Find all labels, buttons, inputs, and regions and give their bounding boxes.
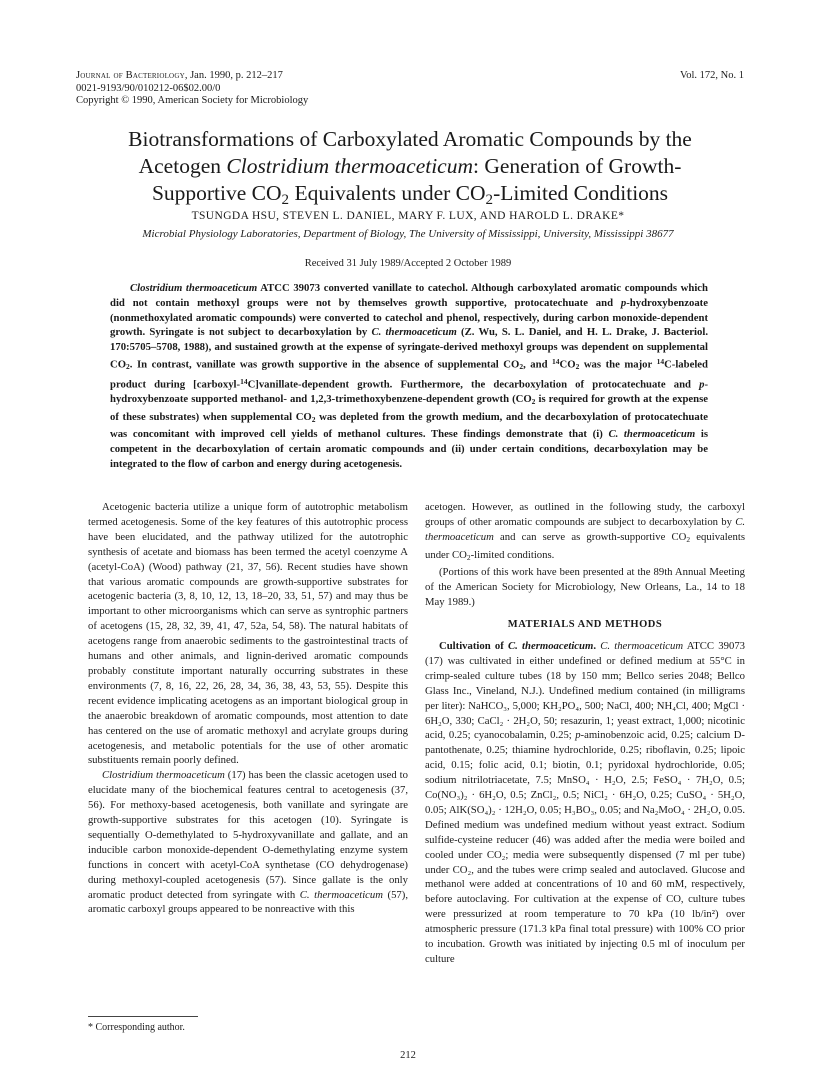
organism-name: Clostridium thermoaceticum xyxy=(102,769,225,782)
abstract-text: (Z. Wu, S. L. Daniel, and H. L. Drake, J. Bacteriol. 170:5705–5708, 1988), and sustained growth at the expense of syringate-derived methoxyl groups was dependent on supplemental CO xyxy=(110,326,708,371)
subscript: 2 xyxy=(311,414,316,424)
body-text: (17) has been the classic acetogen used to elucidate many of the biochemical features central to acetogenesis (37, 56). For methoxy-based acetogenesis, both vanillate and syringate are growth-supportive substrates for this acetogen (10). Syringate is sequentially O-demethylated to 5-hydroxyvanillate and gallate, and an inducible carbon monoxide-dependent O-demethylating enzyme system functions in concert with acetyl-CoA synthetase (CO dehydrogenase) during methoxyl-coupled acetogenesis (57). Since gallate is the only aromatic product detected from syringate with xyxy=(88,769,408,901)
italic-prefix: p xyxy=(620,296,627,309)
abstract-text: ATCC 39073 converted vanillate to catechol. Although carboxylated aromatic compounds which did not contain methoxyl groups were not by themselves growth supportive, protocatechuate and xyxy=(110,282,708,309)
journal-name: Journal of Bacteriology xyxy=(76,70,185,81)
runin-text: . xyxy=(593,639,601,652)
abstract-text: is competent in the decarboxylation of certain aromatic compounds and (ii) under certain conditions, decarboxylation may be integrated to the flow of carbon and energy during acetogenesis. xyxy=(110,428,708,471)
copyright-line: Copyright © 1990, American Society for Microbiology xyxy=(76,95,309,106)
journal-header xyxy=(76,70,308,108)
body-text: ATCC 39073 (17) was cultivated in either undefined or defined medium at 55°C in crimp-sealed culture tubes (18 by 150 mm; Bellco series 2048; Bellco Glass Inc., Vineland, N.J.). Undefined medium contained (in milligrams per liter): NaHCO₃, 5,000; KH₂PO₄, 500; NaCl, 400; NH₄Cl, 400; MgCl · 6H₂O, 330; CaCl₂ · 2H₂O, 50; resazurin, 1; yeast extract, 1,000; nicotinic acid, 0.25; cyanocobalamin, 0.25; xyxy=(425,639,746,742)
intro-paragraph-1: Acetogenic bacteria utilize a unique form of autotrophic metabolism termed acetogenesis. Some of the key features of this autotrophic process have been elucidated, and the pathway utilized for the autotrophic synthesis of acetate and biomass has been termed the acetyl coenzyme A (acetyl-CoA) (Wood) pathway (21, 37, 56). Recent studies have shown that various aromatic compounds are growth-supportive substrates for acetogenic bacteria (3, 8, 10, 12, 13, 18–20, 33, 51, 57) and may thus be important to other microorganisms which can serve as syntrophic partners of acetogens (15, 28, 32, 39, 41, 47, 52a, 54, 58). The natural habitats of acetogens range from anaerobic sediments to the gastrointestinal tracts of humans and other animals, and lignin-derived aromatic compounds probably constitute important naturally occurring substrates in these environments (7, 8, 16, 22, 26, 28, 34, 36, 38, 43, 53, 55). Despite this recent evidence implicating acetogens as an important biological group in the anaerobic breakdown of aromatic compounds, most attention to date has centered on the use of aromatic methoxyl and acrylate groups during acetogenesis, and metabolic potentials for the use of other aromatic substituents remain poorly defined. xyxy=(88,501,408,767)
organism-name: C. thermoaceticum xyxy=(608,428,696,441)
body-text: -limited conditions. xyxy=(470,548,555,561)
body-text: -aminobenzoic acid, 0.25; calcium xyxy=(580,729,734,742)
organism-name: C. thermoaceticum xyxy=(371,326,457,339)
title-fragment: -Limited Conditions xyxy=(493,181,669,205)
affiliation: Microbial Physiology Laboratories, Department of Biology, The University of Mississippi, University, Mississippi 38677 xyxy=(142,228,674,240)
section-heading: MATERIALS AND METHODS xyxy=(507,619,663,631)
organism-name: C. thermoaceticum xyxy=(425,515,745,543)
title-fragment: Equivalents under CO xyxy=(289,181,486,205)
volume-info: Vol. 172, No. 1 xyxy=(680,70,744,81)
footnote-divider xyxy=(88,1016,198,1017)
title-fragment: : Generation of Growth- xyxy=(473,154,682,178)
abstract-text: -hydroxybenzoate (nonmethoxylated aromatic compounds) were converted to catechol and phenol, respectively, during carbon monoxide-dependent growth. Syringate is not subject to decarboxylation by xyxy=(110,296,708,339)
abstract-text: C-labeled product during [carboxyl- xyxy=(110,358,708,391)
left-column xyxy=(88,500,408,917)
superscript: 14 xyxy=(552,356,560,366)
small-caps-prefix: D xyxy=(733,729,742,742)
title-line-1: Biotransformations of Carboxylated Aromatic Compounds by the xyxy=(128,127,692,151)
presentation-note: (Portions of this work have been presented at the 89th Annual Meeting of the American Society for Microbiology, New Orleans, La., 14 to 18 May 1989.) xyxy=(425,566,745,609)
subscript: 2 xyxy=(281,191,290,208)
methods-paragraph xyxy=(425,639,745,967)
organism-name: C. thermoaceticum xyxy=(508,639,594,652)
abstract-text: was depleted from the growth medium, and the decarboxylation of protocatechuate was concomitant with improved cell yields of methanol cultures. These findings demonstrate that (i) xyxy=(110,410,708,441)
subscript: 2 xyxy=(466,552,471,562)
intro-paragraph-3 xyxy=(425,500,745,565)
right-column xyxy=(425,500,745,967)
organism-name: C. thermoaceticum xyxy=(299,888,383,901)
superscript: 14 xyxy=(656,356,665,366)
title-fragment: Acetogen xyxy=(138,154,227,178)
title-organism: Clostridium thermoaceticum xyxy=(226,154,474,178)
subscript: 2 xyxy=(485,191,494,208)
organism-name: C. thermoaceticum xyxy=(600,639,684,652)
abstract-text: . In contrast, vanillate was growth supportive in the absence of supplemental CO xyxy=(129,358,520,371)
runin-text: Cultivation of xyxy=(439,639,509,652)
runin-heading xyxy=(439,640,600,652)
title-line-3 xyxy=(80,180,740,214)
italic-prefix: p xyxy=(575,729,581,742)
body-text: equivalents under CO xyxy=(425,530,745,561)
title-line-2 xyxy=(80,153,740,180)
subscript: 2 xyxy=(686,534,691,544)
body-text: -pantothenate, 0.25; thiamine hydrochloride, 0.25; riboflavin, 0.25; lipoic acid, 0.15; folic acid, 0.1; biotin, 0.1; pyridoxal hydrochloride, 0.05; sodium nitrilotriacetate, 7.5; MnSO₄ · H₂O, 2.5; FeSO₄ · 7H₂O, 0.5; Co(NO₃)₂ · 6H₂O, 0.5; ZnCl₂, 0.5; NiCl₂ · 6H₂O, 0.25; CuSO₄ · 5H₂O, 0.05; AlK(SO₄)₂ · 12H₂O, 0.05; H₃BO₃, 0.05; and Na₂MoO₄ · 2H₂O, 0.05. Defined medium was undefined medium without yeast extract. Sodium sulfide-cysteine reducer (46) was added after the media were boiled and cooled under CO₂; media were subsequently dispensed (7 ml per tube) under CO₂, and the tubes were crimp sealed and autoclaved. Glucose and methanol were added at concentrations of 10 and 60 mM, respectively, before autoclaving. For cultivation at the expense of CO, culture tubes were pressurized at room temperature to 70 kPa (10 lb/in²) over atmospheric pressure (171.3 kPa final total pressure) with 100% CO prior to incubation. Growth was initiated by injecting 0.5 ml of inoculum per culture xyxy=(425,729,745,965)
issue-info: , Jan. 1990, p. 212–217 xyxy=(184,70,283,81)
superscript: 14 xyxy=(240,377,248,386)
organism-name: Clostridium thermoaceticum xyxy=(130,282,258,294)
subscript: 2 xyxy=(519,362,524,372)
author-list: TSUNGDA HSU, STEVEN L. DANIEL, MARY F. LUX, AND HAROLD L. DRAKE* xyxy=(191,210,625,222)
received-dates: Received 31 July 1989/Accepted 2 October 1989 xyxy=(304,258,512,269)
abstract xyxy=(110,281,708,472)
abstract-text: , and xyxy=(523,358,553,371)
body-text: and can serve as growth-supportive CO xyxy=(493,530,687,543)
body-text: (57), aromatic carboxyl groups appeared to be nonreactive with this xyxy=(88,888,408,916)
body-text: acetogen. However, as outlined in the following study, the carboxyl groups of other aromatic compounds are subject to decarboxylation by xyxy=(425,501,745,528)
intro-paragraph-2 xyxy=(88,768,408,917)
subscript: 2 xyxy=(531,397,536,407)
footnote: * Corresponding author. xyxy=(88,1022,185,1033)
italic-prefix: p xyxy=(699,378,705,391)
subscript: 2 xyxy=(575,362,580,372)
abstract-text: -hydroxybenzoate supported methanol- and 1,2,3-trimethoxybenzene-dependent growth (CO xyxy=(110,378,708,406)
abstract-text: CO xyxy=(559,358,576,371)
page-number: 212 xyxy=(400,1050,416,1061)
abstract-text: was the major xyxy=(579,358,657,371)
title-fragment: Supportive CO xyxy=(151,181,282,205)
subscript: 2 xyxy=(126,362,130,372)
abstract-text: is required for growth at the expense of these substrates) when supplemental CO xyxy=(110,393,708,423)
document-code: 0021-9193/90/010212-06$02.00/0 xyxy=(76,82,221,94)
abstract-text: C]vanillate-dependent growth. Furthermore, the decarboxylation of protocatechuate and xyxy=(247,378,700,391)
article-title xyxy=(80,126,740,214)
